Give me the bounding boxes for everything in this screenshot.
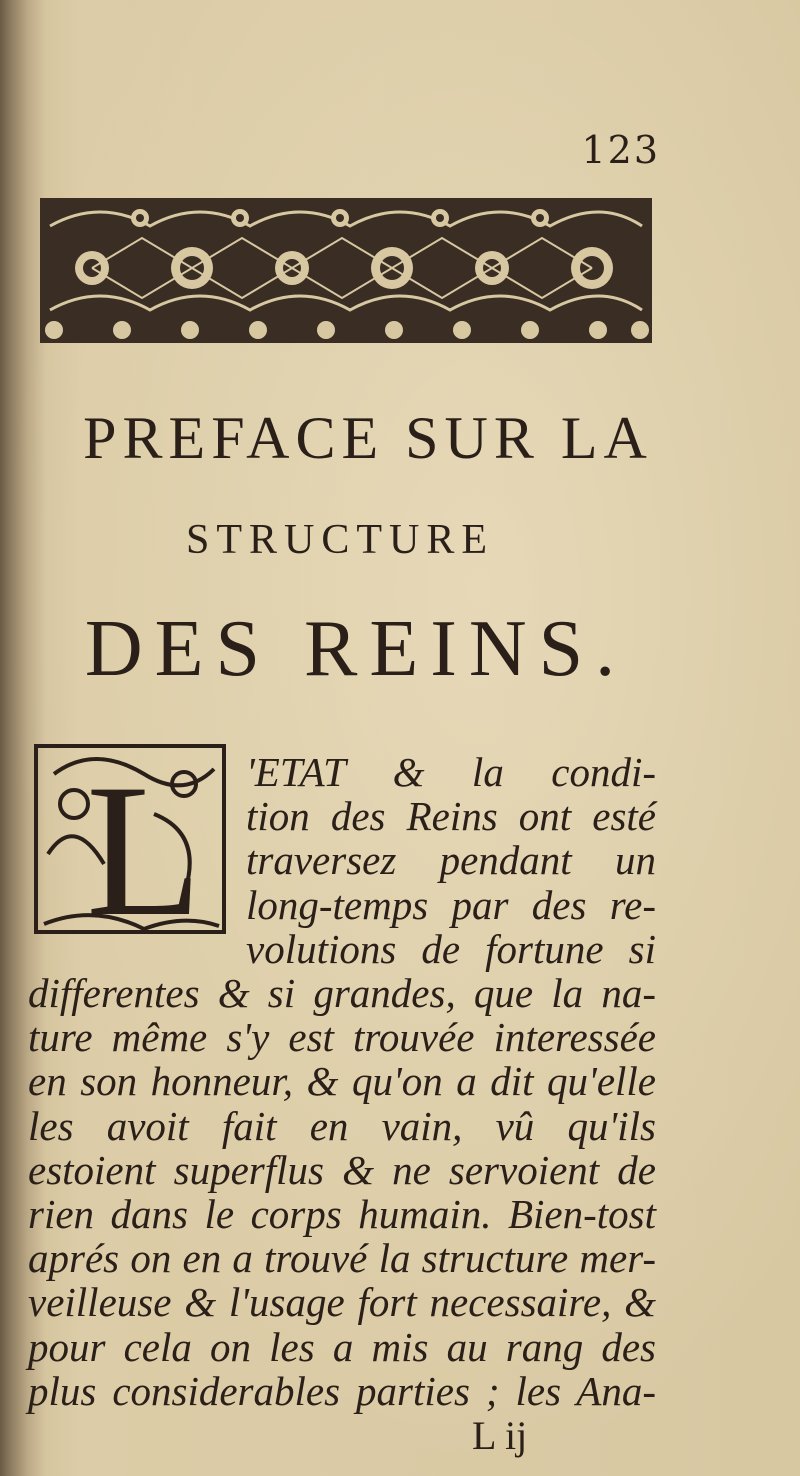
- text-line: aprés on en a trouvé la structure mer-: [28, 1235, 656, 1282]
- page-number: 123: [581, 128, 660, 172]
- title-line-2: STRUCTURE: [185, 517, 495, 563]
- text-line: veilleuse & l'usage fort necessaire, &: [28, 1279, 656, 1326]
- text-line: les avoit fait en vain, vû qu'ils: [28, 1102, 656, 1149]
- floral-headpiece-ornament: [40, 198, 652, 343]
- text-line: rien dans le corps humain. Bien-tost: [28, 1191, 656, 1237]
- title-line-3: DES REINS.: [84, 605, 628, 693]
- text-line: traversez pendant un: [246, 837, 656, 884]
- text-line: en son honneur, & qu'on a dit qu'elle: [28, 1058, 656, 1105]
- text-line: differentes & si grandes, que la na-: [28, 970, 656, 1016]
- text-line: pour cela on les a mis au rang des: [28, 1323, 656, 1370]
- text-line: long-temps par des re-: [246, 881, 656, 928]
- drop-cap-letter: L: [86, 746, 203, 944]
- text-line: ture même s'y est trouvée interessée: [28, 1014, 656, 1061]
- text-line: estoient superflus & ne servoient de: [28, 1146, 656, 1193]
- text-line: plus considerables parties ; les Ana-: [28, 1367, 656, 1414]
- title-line-1: PREFACE SUR LA: [83, 405, 653, 471]
- text-line: 'ETAT & la condi-: [246, 749, 656, 795]
- signature-mark: L ij: [472, 1413, 528, 1458]
- text-line: volutions de fortune si: [246, 925, 656, 972]
- text-line: tion des Reins ont esté: [246, 793, 656, 840]
- ornamental-drop-cap-l: [34, 744, 226, 944]
